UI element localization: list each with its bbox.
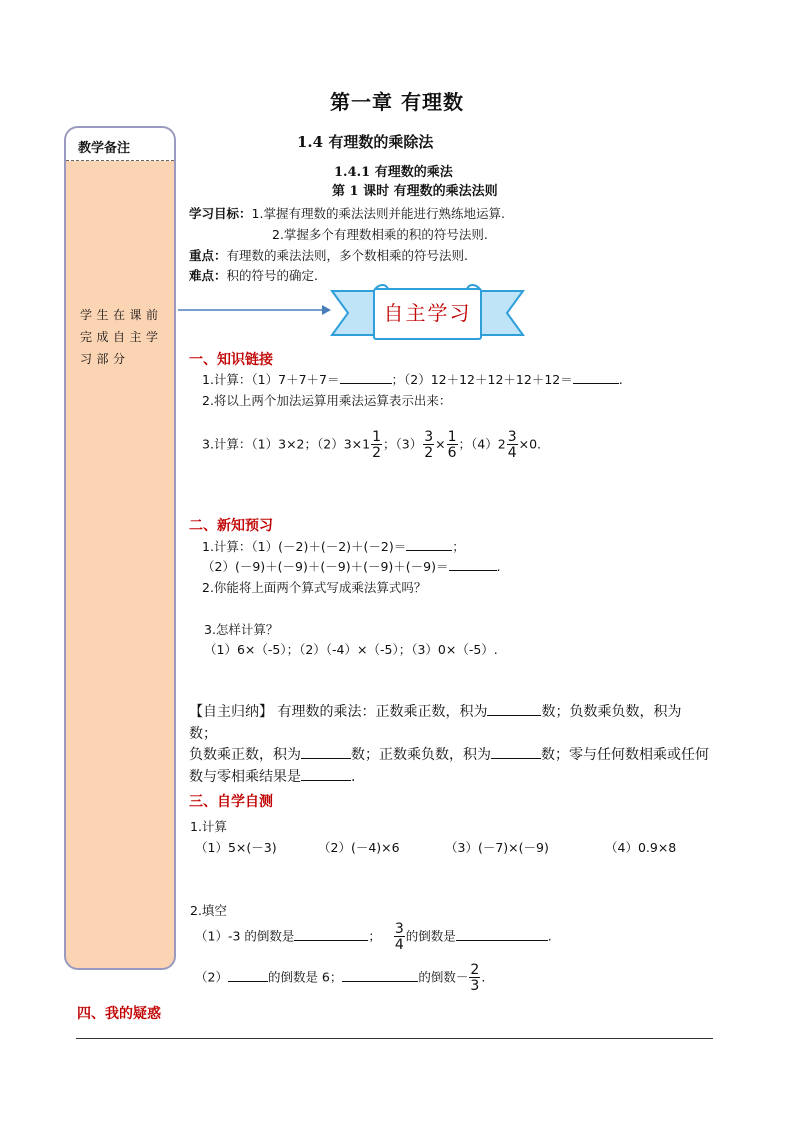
answer-blank[interactable] xyxy=(294,927,368,941)
section-1-q3 xyxy=(202,430,541,460)
difficulty-text: 积的符号的确定. xyxy=(226,268,318,283)
arrow-right-icon xyxy=(176,300,332,320)
denominator: 2 xyxy=(424,445,434,461)
section-1-q1 xyxy=(202,370,623,388)
induction-line-3 xyxy=(189,766,355,786)
induction-paragraph xyxy=(189,701,723,745)
key-point-text: 有理数的乘法法则，多个数相乘的符号法则. xyxy=(226,248,468,263)
q1-end: . xyxy=(618,372,623,387)
fraction xyxy=(423,430,434,460)
q3-text-d: ×0. xyxy=(518,436,542,452)
section-3-heading: 三、自学自测 xyxy=(189,794,273,810)
section-2-q2: 2.你能将上面两个算式写成乘法算式吗？ xyxy=(202,580,427,595)
sidebar-note: 学生在课前完成自主学习部分 xyxy=(80,308,163,366)
q2-2-text: （2） xyxy=(195,969,228,985)
induction-text: 负数乘正数，积为 xyxy=(189,747,301,763)
section-3-q2: 2.填空 xyxy=(190,903,227,918)
q2-1-sep: ； xyxy=(368,928,381,944)
key-point-label: 重点： xyxy=(189,248,227,263)
goal-item-1: 1.掌握有理数的乘法法则并能进行熟练地运算. xyxy=(251,206,505,221)
fraction xyxy=(469,963,480,993)
numerator: 3 xyxy=(424,429,434,445)
learning-goals xyxy=(189,204,505,222)
subsection-title: 1.4.1 有理数的乘法 xyxy=(334,165,453,180)
denominator: 2 xyxy=(372,445,382,461)
difficulty xyxy=(189,266,318,284)
calc-item: （1）5×(－3) xyxy=(195,840,277,855)
q3-text-b: ；（3） xyxy=(383,436,423,452)
q2-1-end: . xyxy=(547,928,552,944)
fraction xyxy=(507,430,518,460)
q3-text-a: 3.计算：（1）3×2；（2）3×1 xyxy=(202,436,371,452)
induction-text: 数与零相乘结果是 xyxy=(189,769,301,785)
answer-blank[interactable] xyxy=(449,557,497,571)
numerator: 3 xyxy=(507,429,517,445)
denominator: 6 xyxy=(447,445,457,461)
banner-label: 自主学习 xyxy=(383,301,472,325)
q2-1-text: 的倒数是 xyxy=(405,928,456,944)
induction-text: 数；正数乘负数，积为 xyxy=(351,747,491,763)
answer-blank[interactable] xyxy=(301,745,351,759)
q1-text-b: ；（2）12＋12＋12＋12＋12＝ xyxy=(391,372,573,387)
section-3-q1: 1.计算 xyxy=(190,819,227,834)
q1-text-a: 1.计算：（1）7＋7＋7＝ xyxy=(202,372,340,387)
denominator: 4 xyxy=(507,445,517,461)
numerator: 2 xyxy=(470,962,480,978)
chapter-title: 第一章 有理数 xyxy=(330,90,464,114)
denominator: 3 xyxy=(470,978,480,994)
sidebar-header-label: 教学备注 xyxy=(78,141,131,156)
section-3-q2-1 xyxy=(195,922,552,952)
numerator: 1 xyxy=(372,429,382,445)
difficulty-label: 难点： xyxy=(189,268,227,283)
q1b-end: . xyxy=(496,559,501,574)
section-2-q3: 3.怎样计算？ xyxy=(204,622,279,637)
section-2-heading: 二、新知预习 xyxy=(189,518,273,534)
induction-text: 数； xyxy=(189,726,217,742)
calc-item: （2）(－4)×6 xyxy=(318,840,400,855)
calc-item: （3）(－7)×(－9) xyxy=(445,840,549,855)
section-1-heading: 一、知识链接 xyxy=(189,352,273,368)
fraction xyxy=(394,922,405,952)
answer-blank[interactable] xyxy=(340,370,392,384)
induction-text: 数；零与任何数相乘或任何 xyxy=(541,747,709,763)
q2-2-end: . xyxy=(481,969,486,985)
key-point xyxy=(189,246,468,264)
goal-item-2: 2.掌握多个有理数相乘的积的符号法则. xyxy=(272,227,488,242)
times-sign: × xyxy=(435,436,446,452)
goals-label: 学习目标： xyxy=(189,206,252,221)
section-2-q3-detail: （1）6×（-5）；（2）（-4）×（-5）；（3）0×（-5）. xyxy=(204,642,498,657)
teaching-notes-sidebar xyxy=(64,126,176,970)
answer-blank[interactable] xyxy=(573,370,619,384)
q2-2-text: 的倒数－ xyxy=(418,969,469,985)
numerator: 3 xyxy=(394,921,404,937)
answer-blank[interactable] xyxy=(406,537,452,551)
q2-2-text: 的倒数是 6； xyxy=(267,969,343,985)
q1b-text: （2）(－9)＋(－9)＋(－9)＋(－9)＋(－9)＝ xyxy=(202,559,449,574)
section-3-q2-2 xyxy=(195,963,485,993)
answer-blank[interactable] xyxy=(491,745,541,759)
answer-blank[interactable] xyxy=(301,767,351,781)
sidebar-header xyxy=(66,128,174,161)
fraction xyxy=(447,430,458,460)
induction-text: 数；负数乘负数，积为 xyxy=(541,704,682,720)
answer-blank[interactable] xyxy=(342,968,418,982)
section-1-q2: 2.将以上两个加法运算用乘法运算表示出来： xyxy=(202,393,452,408)
lesson-title: 第 1 课时 有理数的乘法法则 xyxy=(332,184,498,199)
section-title: 1.4 有理数的乘除法 xyxy=(297,133,434,151)
q1a-text: 1.计算：（1）(－2)＋(－2)＋(－2)＝ xyxy=(202,539,407,554)
induction-text: 有理数的乘法：正数乘正数，积为 xyxy=(277,704,488,720)
section-4-heading: 四、我的疑惑 xyxy=(77,1006,161,1022)
induction-line-2 xyxy=(189,744,709,764)
q3-text-c: ；（4）2 xyxy=(458,436,506,452)
induction-text: . xyxy=(351,769,356,785)
section-2-q1a xyxy=(202,537,465,555)
divider-line xyxy=(76,1038,713,1039)
q2-1-text: （1）-3 的倒数是 xyxy=(195,928,295,944)
answer-blank[interactable] xyxy=(228,968,268,982)
numerator: 1 xyxy=(447,429,457,445)
answer-blank[interactable] xyxy=(487,702,541,716)
induction-label: 【自主归纳】 xyxy=(189,704,273,720)
q1a-end: ； xyxy=(452,539,465,554)
answer-blank[interactable] xyxy=(456,927,548,941)
denominator: 4 xyxy=(394,937,404,953)
calc-item: （4）0.9×8 xyxy=(605,840,677,855)
section-2-q1b xyxy=(202,557,500,575)
fraction xyxy=(371,430,382,460)
